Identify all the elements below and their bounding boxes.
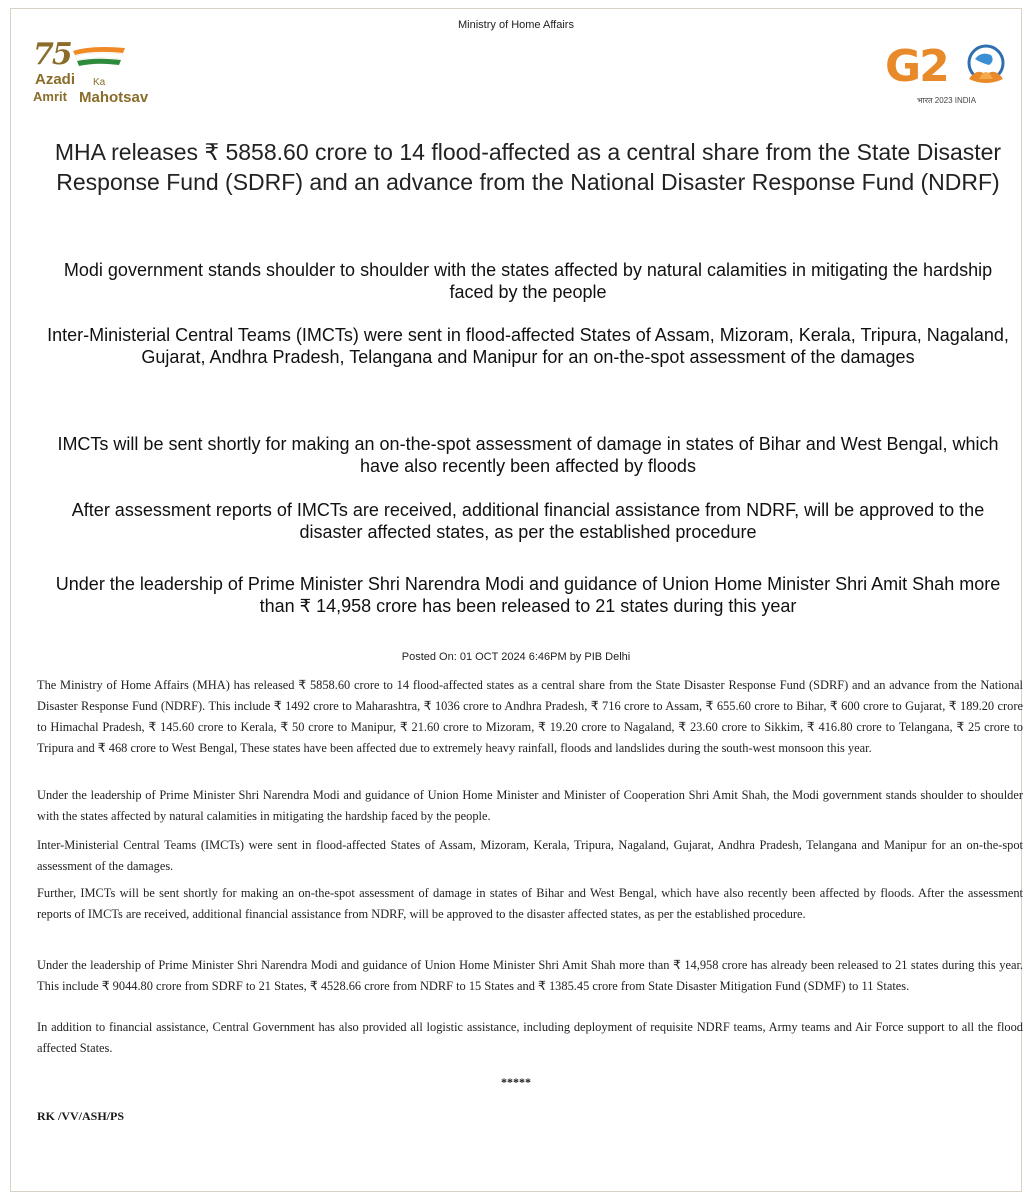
ministry-name: Ministry of Home Affairs bbox=[458, 19, 574, 31]
paragraph-5: Under the leadership of Prime Minister Shri Narendra Modi and guidance of Union Home Minister Shri Amit Shah more than ₹ 14,958 crore has already been released to 21 states during this year. This include ₹ 9044.80 crore from SDRF to 21 States, ₹ 4528.66 crore from NDRF to 15 States and ₹ 1385.45 crore from State Disaster Mitigation Fund (SDMF) to 11 States. bbox=[37, 958, 1023, 993]
paragraph-4: Further, IMCTs will be sent shortly for making an on-the-spot assessment of damage in states of Bihar and West Bengal, which have also recently been affected by floods. After the assessment reports of IMCTs are received, additional financial assistance from NDRF, will be approved to the disaster affected states, as per the established procedure. bbox=[37, 886, 1023, 921]
g20-logo bbox=[877, 37, 1017, 117]
g20-letters bbox=[885, 41, 948, 92]
paragraph-3: Inter-Ministerial Central Teams (IMCTs) were sent in flood-affected States of Assam, Mizoram, Kerala, Tripura, Nagaland, Gujarat, Andhra Pradesh, Telangana and Manipur for an on-the-spot assessment of the damages. bbox=[37, 838, 1023, 873]
tricolor-flag-icon bbox=[71, 45, 127, 67]
release-title: MHA releases ₹ 5858.60 crore to 14 flood-affected as a central share from the State Disaster Response Fund (SDRF) and an advance from the National Disaster Response Fund (NDRF) bbox=[54, 139, 1002, 195]
logo-azadi: Azadi bbox=[35, 71, 76, 88]
azadi-ka-amrit-mahotsav-logo bbox=[33, 37, 183, 117]
globe-lotus-icon bbox=[961, 41, 1011, 91]
separator-stars: ***** bbox=[501, 1075, 531, 1089]
paragraph-1: The Ministry of Home Affairs (MHA) has released ₹ 5858.60 crore to 14 flood-affected states as a central share from the State Disaster Response Fund (SDRF) and an advance from the National Disaster Response Fund (NDRF). This include ₹ 1492 crore to Maharashtra, ₹ 1036 crore to Andhra Pradesh, ₹ 716 crore to Assam, ₹ 655.60 crore to Bihar, ₹ 600 crore to Gujarat, ₹ 189.20 crore to Himachal Pradesh, ₹ 145.60 crore to Kerala, ₹ 50 crore to Manipur, ₹ 21.60 crore to Mizoram, ₹ 19.20 crore to Nagaland, ₹ 23.60 crore to Sikkim, ₹ 416.80 crore to Telangana, ₹ 25 crore to Tripura and ₹ 468 crore to West Bengal, These states have been affected due to extremely heavy rainfall, floods and landslides during the south-west monsoon this year. bbox=[37, 678, 1023, 755]
logo-amrit: Amrit bbox=[33, 89, 67, 104]
g20-text: G2 bbox=[885, 41, 948, 92]
press-release-page bbox=[10, 8, 1022, 1192]
highlight-4: After assessment reports of IMCTs are received, additional financial assistance from NDRF, will be approved to the disaster affected states, as per the established procedure bbox=[71, 500, 985, 542]
highlight-5: Under the leadership of Prime Minister Shri Narendra Modi and guidance of Union Home Minister Shri Amit Shah more than ₹ 14,958 crore has been released to 21 states during this year bbox=[55, 574, 1001, 616]
g20-caption: भारत 2023 INDIA bbox=[917, 96, 977, 105]
highlight-2: Inter-Ministerial Central Teams (IMCTs) were sent in flood-affected States of Assam, Mizoram, Kerala, Tripura, Nagaland, Gujarat, Andhra Pradesh, Telangana and Manipur for an on-the-spot assessment of the damages bbox=[47, 325, 1009, 367]
paragraph-6: In addition to financial assistance, Central Government has also provided all logistic assistance, including deployment of requisite NDRF teams, Army teams and Air Force support to all the flood affected States. bbox=[37, 1020, 1023, 1055]
reference-code: RK /VV/ASH/PS bbox=[37, 1109, 125, 1123]
paragraph-2: Under the leadership of Prime Minister Shri Narendra Modi and guidance of Union Home Minister and Minister of Cooperation Shri Amit Shah, the Modi government stands shoulder to shoulder with the states affected by natural calamities in mitigating the hardship faced by the people. bbox=[37, 788, 1023, 823]
logo-number: 75 bbox=[33, 37, 71, 72]
logo-mahotsav: Mahotsav bbox=[79, 89, 149, 106]
highlight-3: IMCTs will be sent shortly for making an on-the-spot assessment of damage in states of Bihar and West Bengal, which have also recently been affected by floods bbox=[57, 434, 999, 476]
logo-ka: Ka bbox=[93, 77, 106, 88]
highlight-1: Modi government stands shoulder to shoulder with the states affected by natural calamities in mitigating the hardship faced by the people bbox=[63, 260, 993, 302]
posted-on: Posted On: 01 OCT 2024 6:46PM by PIB Delhi bbox=[401, 651, 631, 663]
